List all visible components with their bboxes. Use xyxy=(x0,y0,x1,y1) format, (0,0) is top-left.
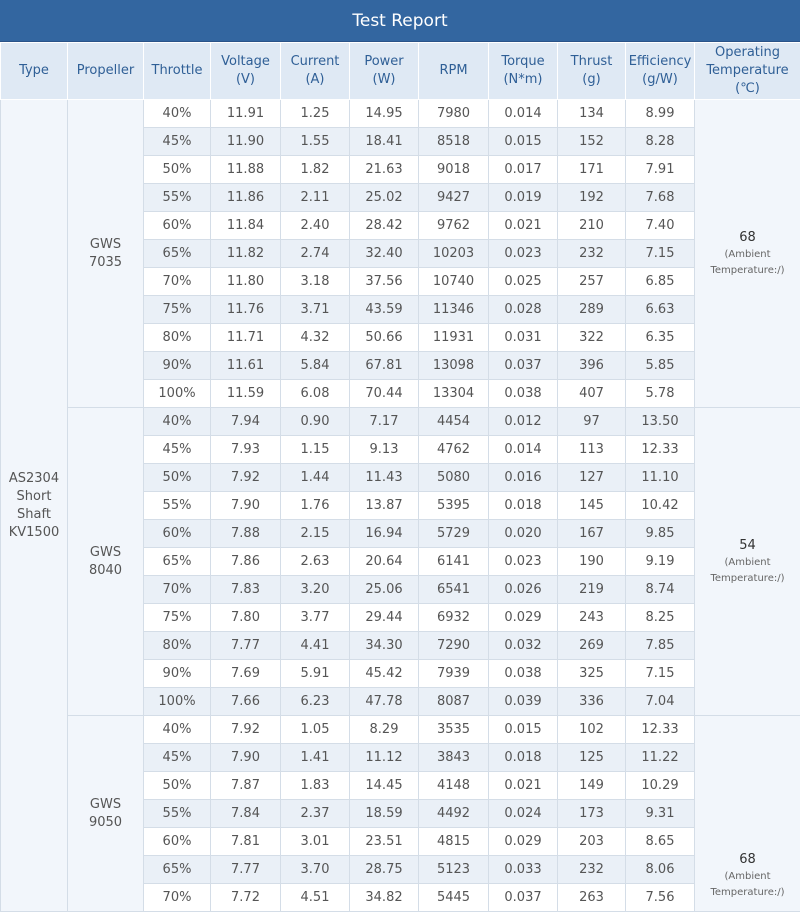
efficiency-cell: 8.65 xyxy=(626,828,695,856)
power-cell: 28.75 xyxy=(350,856,419,884)
efficiency-cell: 9.31 xyxy=(626,800,695,828)
header-current: Current (A) xyxy=(281,43,350,100)
thrust-cell: 127 xyxy=(558,464,626,492)
current-cell: 2.63 xyxy=(281,548,350,576)
current-cell: 2.11 xyxy=(281,184,350,212)
voltage-cell: 7.93 xyxy=(211,436,281,464)
voltage-cell: 7.77 xyxy=(211,856,281,884)
power-cell: 20.64 xyxy=(350,548,419,576)
efficiency-cell: 7.56 xyxy=(626,884,695,912)
torque-cell: 0.015 xyxy=(489,716,558,744)
power-cell: 23.51 xyxy=(350,828,419,856)
operating-temperature-cell xyxy=(695,408,800,716)
power-cell: 18.41 xyxy=(350,128,419,156)
torque-cell: 0.029 xyxy=(489,604,558,632)
thrust-cell: 173 xyxy=(558,800,626,828)
temperature-note: Temperature:/) xyxy=(710,264,785,276)
throttle-cell: 80% xyxy=(144,324,211,352)
rpm-cell: 4492 xyxy=(419,800,489,828)
throttle-cell: 45% xyxy=(144,744,211,772)
current-cell: 1.83 xyxy=(281,772,350,800)
header-power: Power (W) xyxy=(350,43,419,100)
power-cell: 11.43 xyxy=(350,464,419,492)
current-cell: 1.41 xyxy=(281,744,350,772)
header-voltage: Voltage (V) xyxy=(211,43,281,100)
torque-cell: 0.033 xyxy=(489,856,558,884)
rpm-cell: 10203 xyxy=(419,240,489,268)
header-thrust: Thrust (g) xyxy=(558,43,626,100)
efficiency-cell: 5.78 xyxy=(626,380,695,408)
voltage-cell: 7.88 xyxy=(211,520,281,548)
throttle-cell: 100% xyxy=(144,380,211,408)
throttle-cell: 45% xyxy=(144,128,211,156)
rpm-cell: 5123 xyxy=(419,856,489,884)
efficiency-cell: 7.15 xyxy=(626,660,695,688)
voltage-cell: 11.91 xyxy=(211,100,281,128)
current-cell: 6.08 xyxy=(281,380,350,408)
operating-temperature-cell xyxy=(695,100,800,408)
voltage-cell: 7.92 xyxy=(211,716,281,744)
throttle-cell: 50% xyxy=(144,464,211,492)
voltage-cell: 11.88 xyxy=(211,156,281,184)
throttle-cell: 75% xyxy=(144,604,211,632)
voltage-cell: 7.72 xyxy=(211,884,281,912)
efficiency-cell: 9.19 xyxy=(626,548,695,576)
throttle-cell: 55% xyxy=(144,800,211,828)
torque-cell: 0.021 xyxy=(489,212,558,240)
propeller-line: GWS xyxy=(89,796,122,812)
throttle-cell: 40% xyxy=(144,408,211,436)
throttle-cell: 45% xyxy=(144,436,211,464)
thrust-cell: 210 xyxy=(558,212,626,240)
torque-cell: 0.037 xyxy=(489,352,558,380)
temperature-value: 54 xyxy=(739,537,756,553)
rpm-cell: 11346 xyxy=(419,296,489,324)
thrust-cell: 257 xyxy=(558,268,626,296)
efficiency-cell: 6.63 xyxy=(626,296,695,324)
rpm-cell: 9018 xyxy=(419,156,489,184)
torque-cell: 0.038 xyxy=(489,380,558,408)
test-report-table xyxy=(0,42,800,912)
throttle-cell: 50% xyxy=(144,772,211,800)
operating-temperature-cell xyxy=(695,716,800,912)
voltage-cell: 11.76 xyxy=(211,296,281,324)
throttle-cell: 40% xyxy=(144,100,211,128)
rpm-cell: 3843 xyxy=(419,744,489,772)
thrust-cell: 152 xyxy=(558,128,626,156)
thrust-cell: 102 xyxy=(558,716,626,744)
power-cell: 50.66 xyxy=(350,324,419,352)
thrust-cell: 192 xyxy=(558,184,626,212)
torque-cell: 0.023 xyxy=(489,240,558,268)
voltage-cell: 7.81 xyxy=(211,828,281,856)
rpm-cell: 3535 xyxy=(419,716,489,744)
efficiency-cell: 7.04 xyxy=(626,688,695,716)
torque-cell: 0.038 xyxy=(489,660,558,688)
voltage-cell: 7.90 xyxy=(211,492,281,520)
current-cell: 4.32 xyxy=(281,324,350,352)
thrust-cell: 336 xyxy=(558,688,626,716)
power-cell: 7.17 xyxy=(350,408,419,436)
throttle-cell: 100% xyxy=(144,688,211,716)
rpm-cell: 7939 xyxy=(419,660,489,688)
voltage-cell: 7.84 xyxy=(211,800,281,828)
thrust-cell: 322 xyxy=(558,324,626,352)
torque-cell: 0.025 xyxy=(489,268,558,296)
efficiency-cell: 6.35 xyxy=(626,324,695,352)
current-cell: 2.40 xyxy=(281,212,350,240)
thrust-cell: 97 xyxy=(558,408,626,436)
thrust-cell: 113 xyxy=(558,436,626,464)
current-cell: 2.37 xyxy=(281,800,350,828)
motor-type-cell xyxy=(1,100,68,912)
thrust-cell: 134 xyxy=(558,100,626,128)
rpm-cell: 8518 xyxy=(419,128,489,156)
temperature-note: Temperature:/) xyxy=(710,887,785,898)
voltage-cell: 11.86 xyxy=(211,184,281,212)
efficiency-cell: 13.50 xyxy=(626,408,695,436)
temperature-note: Temperature:/) xyxy=(710,572,785,584)
power-cell: 34.82 xyxy=(350,884,419,912)
rpm-cell: 7980 xyxy=(419,100,489,128)
power-cell: 11.12 xyxy=(350,744,419,772)
current-cell: 0.90 xyxy=(281,408,350,436)
torque-cell: 0.039 xyxy=(489,688,558,716)
voltage-cell: 7.94 xyxy=(211,408,281,436)
torque-cell: 0.037 xyxy=(489,884,558,912)
voltage-cell: 7.77 xyxy=(211,632,281,660)
thrust-cell: 167 xyxy=(558,520,626,548)
efficiency-cell: 8.28 xyxy=(626,128,695,156)
torque-cell: 0.021 xyxy=(489,772,558,800)
thrust-cell: 203 xyxy=(558,828,626,856)
header-torque: Torque (N*m) xyxy=(489,43,558,100)
power-cell: 21.63 xyxy=(350,156,419,184)
header-operating-temperature: Operating Temperature (℃) xyxy=(695,43,800,100)
power-cell: 43.59 xyxy=(350,296,419,324)
throttle-cell: 90% xyxy=(144,352,211,380)
table-row xyxy=(1,716,800,744)
report-body xyxy=(1,100,800,912)
power-cell: 47.78 xyxy=(350,688,419,716)
propeller-line: 7035 xyxy=(88,254,123,270)
efficiency-cell: 7.40 xyxy=(626,212,695,240)
rpm-cell: 4148 xyxy=(419,772,489,800)
rpm-cell: 4454 xyxy=(419,408,489,436)
propeller-line: 9050 xyxy=(88,814,123,830)
efficiency-cell: 6.85 xyxy=(626,268,695,296)
temperature-value: 68 xyxy=(739,229,756,245)
power-cell: 14.95 xyxy=(350,100,419,128)
efficiency-cell: 8.74 xyxy=(626,576,695,604)
power-cell: 25.02 xyxy=(350,184,419,212)
motor-type-line: AS2304 xyxy=(8,470,60,486)
throttle-cell: 60% xyxy=(144,520,211,548)
voltage-cell: 7.69 xyxy=(211,660,281,688)
power-cell: 8.29 xyxy=(350,716,419,744)
voltage-cell: 11.61 xyxy=(211,352,281,380)
rpm-cell: 6541 xyxy=(419,576,489,604)
throttle-cell: 60% xyxy=(144,828,211,856)
efficiency-cell: 7.91 xyxy=(626,156,695,184)
voltage-cell: 11.71 xyxy=(211,324,281,352)
current-cell: 4.41 xyxy=(281,632,350,660)
throttle-cell: 65% xyxy=(144,548,211,576)
thrust-cell: 145 xyxy=(558,492,626,520)
torque-cell: 0.024 xyxy=(489,800,558,828)
torque-cell: 0.018 xyxy=(489,492,558,520)
voltage-cell: 7.83 xyxy=(211,576,281,604)
propeller-line: GWS xyxy=(89,236,122,252)
efficiency-cell: 11.22 xyxy=(626,744,695,772)
power-cell: 16.94 xyxy=(350,520,419,548)
torque-cell: 0.014 xyxy=(489,436,558,464)
voltage-cell: 7.87 xyxy=(211,772,281,800)
efficiency-cell: 9.85 xyxy=(626,520,695,548)
power-cell: 70.44 xyxy=(350,380,419,408)
rpm-cell: 8087 xyxy=(419,688,489,716)
power-cell: 37.56 xyxy=(350,268,419,296)
power-cell: 25.06 xyxy=(350,576,419,604)
current-cell: 2.15 xyxy=(281,520,350,548)
throttle-cell: 75% xyxy=(144,296,211,324)
torque-cell: 0.014 xyxy=(489,100,558,128)
thrust-cell: 243 xyxy=(558,604,626,632)
throttle-cell: 55% xyxy=(144,492,211,520)
current-cell: 3.20 xyxy=(281,576,350,604)
power-cell: 28.42 xyxy=(350,212,419,240)
rpm-cell: 4815 xyxy=(419,828,489,856)
voltage-cell: 11.80 xyxy=(211,268,281,296)
efficiency-cell: 7.68 xyxy=(626,184,695,212)
report-title: Test Report xyxy=(0,0,800,42)
current-cell: 2.74 xyxy=(281,240,350,268)
current-cell: 1.15 xyxy=(281,436,350,464)
throttle-cell: 80% xyxy=(144,632,211,660)
efficiency-cell: 10.29 xyxy=(626,772,695,800)
voltage-cell: 7.80 xyxy=(211,604,281,632)
propeller-cell xyxy=(68,408,144,716)
temperature-note: (Ambient xyxy=(724,248,771,260)
torque-cell: 0.026 xyxy=(489,576,558,604)
current-cell: 3.71 xyxy=(281,296,350,324)
current-cell: 1.44 xyxy=(281,464,350,492)
voltage-cell: 7.92 xyxy=(211,464,281,492)
voltage-cell: 7.90 xyxy=(211,744,281,772)
motor-type-line: KV1500 xyxy=(8,524,60,540)
power-cell: 14.45 xyxy=(350,772,419,800)
voltage-cell: 11.59 xyxy=(211,380,281,408)
header-row xyxy=(1,43,800,100)
propeller-line: GWS xyxy=(89,544,122,560)
voltage-cell: 7.66 xyxy=(211,688,281,716)
thrust-cell: 263 xyxy=(558,884,626,912)
header-efficiency: Efficiency (g/W) xyxy=(626,43,695,100)
power-cell: 45.42 xyxy=(350,660,419,688)
current-cell: 1.76 xyxy=(281,492,350,520)
rpm-cell: 10740 xyxy=(419,268,489,296)
torque-cell: 0.019 xyxy=(489,184,558,212)
temperature-note: (Ambient xyxy=(724,871,771,882)
thrust-cell: 289 xyxy=(558,296,626,324)
torque-cell: 0.031 xyxy=(489,324,558,352)
thrust-cell: 325 xyxy=(558,660,626,688)
propeller-line: 8040 xyxy=(88,562,123,578)
thrust-cell: 149 xyxy=(558,772,626,800)
voltage-cell: 7.86 xyxy=(211,548,281,576)
rpm-cell: 5445 xyxy=(419,884,489,912)
header-throttle: Throttle xyxy=(144,43,211,100)
torque-cell: 0.016 xyxy=(489,464,558,492)
thrust-cell: 219 xyxy=(558,576,626,604)
torque-cell: 0.018 xyxy=(489,744,558,772)
header-type: Type xyxy=(1,43,68,100)
rpm-cell: 9427 xyxy=(419,184,489,212)
voltage-cell: 11.90 xyxy=(211,128,281,156)
torque-cell: 0.023 xyxy=(489,548,558,576)
current-cell: 1.55 xyxy=(281,128,350,156)
rpm-cell: 9762 xyxy=(419,212,489,240)
torque-cell: 0.032 xyxy=(489,632,558,660)
thrust-cell: 269 xyxy=(558,632,626,660)
efficiency-cell: 12.33 xyxy=(626,436,695,464)
efficiency-cell: 12.33 xyxy=(626,716,695,744)
power-cell: 13.87 xyxy=(350,492,419,520)
voltage-cell: 11.84 xyxy=(211,212,281,240)
power-cell: 9.13 xyxy=(350,436,419,464)
thrust-cell: 396 xyxy=(558,352,626,380)
rpm-cell: 13098 xyxy=(419,352,489,380)
table-row xyxy=(1,100,800,128)
torque-cell: 0.017 xyxy=(489,156,558,184)
current-cell: 1.25 xyxy=(281,100,350,128)
throttle-cell: 50% xyxy=(144,156,211,184)
efficiency-cell: 8.99 xyxy=(626,100,695,128)
rpm-cell: 4762 xyxy=(419,436,489,464)
torque-cell: 0.028 xyxy=(489,296,558,324)
motor-type-line: Short Shaft xyxy=(16,488,52,522)
power-cell: 67.81 xyxy=(350,352,419,380)
rpm-cell: 11931 xyxy=(419,324,489,352)
efficiency-cell: 10.42 xyxy=(626,492,695,520)
current-cell: 6.23 xyxy=(281,688,350,716)
power-cell: 34.30 xyxy=(350,632,419,660)
rpm-cell: 13304 xyxy=(419,380,489,408)
thrust-cell: 407 xyxy=(558,380,626,408)
current-cell: 5.91 xyxy=(281,660,350,688)
temperature-note: (Ambient xyxy=(724,556,771,568)
torque-cell: 0.015 xyxy=(489,128,558,156)
efficiency-cell: 7.15 xyxy=(626,240,695,268)
thrust-cell: 232 xyxy=(558,856,626,884)
thrust-cell: 125 xyxy=(558,744,626,772)
rpm-cell: 5395 xyxy=(419,492,489,520)
rpm-cell: 7290 xyxy=(419,632,489,660)
current-cell: 3.70 xyxy=(281,856,350,884)
efficiency-cell: 8.25 xyxy=(626,604,695,632)
efficiency-cell: 11.10 xyxy=(626,464,695,492)
rpm-cell: 5729 xyxy=(419,520,489,548)
efficiency-cell: 8.06 xyxy=(626,856,695,884)
torque-cell: 0.020 xyxy=(489,520,558,548)
temperature-value: 68 xyxy=(739,852,756,867)
thrust-cell: 232 xyxy=(558,240,626,268)
throttle-cell: 70% xyxy=(144,268,211,296)
power-cell: 29.44 xyxy=(350,604,419,632)
rpm-cell: 5080 xyxy=(419,464,489,492)
throttle-cell: 70% xyxy=(144,884,211,912)
current-cell: 1.05 xyxy=(281,716,350,744)
header-rpm: RPM xyxy=(419,43,489,100)
current-cell: 4.51 xyxy=(281,884,350,912)
propeller-cell xyxy=(68,100,144,408)
current-cell: 5.84 xyxy=(281,352,350,380)
current-cell: 3.01 xyxy=(281,828,350,856)
throttle-cell: 90% xyxy=(144,660,211,688)
voltage-cell: 11.82 xyxy=(211,240,281,268)
current-cell: 1.82 xyxy=(281,156,350,184)
efficiency-cell: 5.85 xyxy=(626,352,695,380)
current-cell: 3.18 xyxy=(281,268,350,296)
throttle-cell: 60% xyxy=(144,212,211,240)
torque-cell: 0.012 xyxy=(489,408,558,436)
rpm-cell: 6932 xyxy=(419,604,489,632)
propeller-cell xyxy=(68,716,144,912)
throttle-cell: 70% xyxy=(144,576,211,604)
header-propeller: Propeller xyxy=(68,43,144,100)
rpm-cell: 6141 xyxy=(419,548,489,576)
efficiency-cell: 7.85 xyxy=(626,632,695,660)
torque-cell: 0.029 xyxy=(489,828,558,856)
thrust-cell: 171 xyxy=(558,156,626,184)
throttle-cell: 65% xyxy=(144,240,211,268)
throttle-cell: 40% xyxy=(144,716,211,744)
power-cell: 32.40 xyxy=(350,240,419,268)
throttle-cell: 65% xyxy=(144,856,211,884)
throttle-cell: 55% xyxy=(144,184,211,212)
table-row xyxy=(1,408,800,436)
power-cell: 18.59 xyxy=(350,800,419,828)
thrust-cell: 190 xyxy=(558,548,626,576)
current-cell: 3.77 xyxy=(281,604,350,632)
